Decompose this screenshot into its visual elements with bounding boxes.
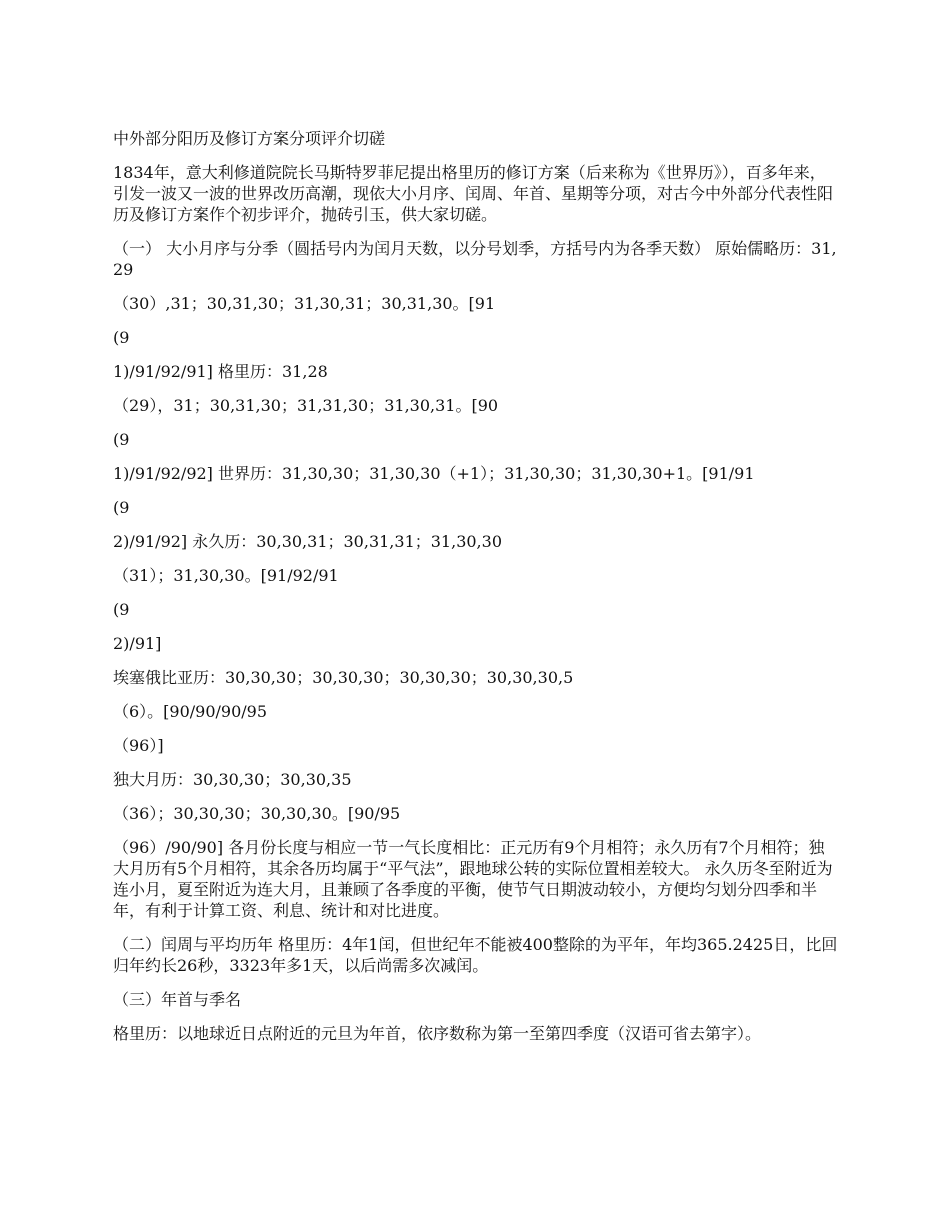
paragraph-long-month-totals: （36）；30,30,30；30,30,30。[90/95 — [113, 804, 401, 823]
paragraph-julian-months: （30）,31；30,31,30；31,30,31；30,31,30。[91 — [113, 294, 496, 313]
paragraph-ethiopian-calendar: 埃塞俄比亚历：30,30,30；30,30,30；30,30,30；30,30,30,5 — [113, 668, 574, 687]
document-page — [113, 128, 840, 1057]
paragraph-fragment-end: 2)/91] — [113, 634, 162, 653]
paragraph-perpetual-calendar: 2)/91/92] 永久历：30,30,31；30,31,31；31,30,30 — [113, 532, 503, 551]
paragraph-intro: 1834年，意大利修道院院长马斯特罗菲尼提出格里历的修订方案（后来称为《世界历》），百多年来，引发一波又一波的世界改历高潮，现依大小月序、闰周、年首、星期等分项，对古今中外部分代表性阳历及修订方案作个初步评介，抛砖引玉，供大家切磋。 — [113, 163, 834, 224]
paragraph-leap-cycle: （二）闰周与平均历年 格里历：4年1闰，但世纪年不能被400整除的为平年，年均365.2425日，比回归年约长26秒，3323年多1天，以后尚需多次减闰。 — [113, 935, 838, 975]
paragraph-ethiopian-totals: （6）。[90/90/90/95 — [113, 702, 268, 721]
paragraph-fragment: (9 — [113, 600, 130, 619]
paragraph-perpetual-months: （31）；31,30,30。[91/92/91 — [113, 566, 339, 585]
paragraph-gregorian-start: 1)/91/92/91] 格里历：31,28 — [113, 362, 328, 381]
paragraph-month-comparison: （96）/90/90] 各月份长度与相应一节一气长度相比：正元历有9个月相符；永久历有7个月相符；独大月历有5个月相符，其余各历均属于“平气法”，跟地球公转的实际位置相差较大。 永久历冬至附近为连小月，夏至附近为连大月，且兼顾了各季度的平衡，使节气日期波动较小，方便均匀划分四季和半年，有利于计算工资、利息、统计和对比进度。 — [113, 838, 833, 920]
paragraph-section-3-heading: （三）年首与季名 — [113, 990, 242, 1009]
paragraph-fragment: (9 — [113, 498, 130, 517]
paragraph-section-1-heading: （一） 大小月序与分季（圆括号内为闰月天数，以分号划季，方括号内为各季天数） 原始儒略历：31,29 — [113, 239, 837, 279]
paragraph-gregorian-months: （29），31；30,31,30；31,31,30；31,30,31。[90 — [113, 396, 499, 415]
paragraph-fragment: (9 — [113, 328, 130, 347]
paragraph-world-calendar: 1)/91/92/92] 世界历：31,30,30；31,30,30（+1）；31,30,30；31,30,30+1。[91/91 — [113, 464, 755, 483]
paragraph-fragment-end: （96）] — [113, 736, 164, 755]
paragraph-fragment: (9 — [113, 430, 130, 449]
paragraph-long-month-calendar: 独大月历：30,30,30；30,30,35 — [113, 770, 352, 789]
paragraph-year-start: 格里历：以地球近日点附近的元旦为年首，依序数称为第一至第四季度（汉语可省去第字）。 — [113, 1024, 762, 1043]
document-title: 中外部分阳历及修订方案分项评介切磋 — [113, 129, 386, 148]
